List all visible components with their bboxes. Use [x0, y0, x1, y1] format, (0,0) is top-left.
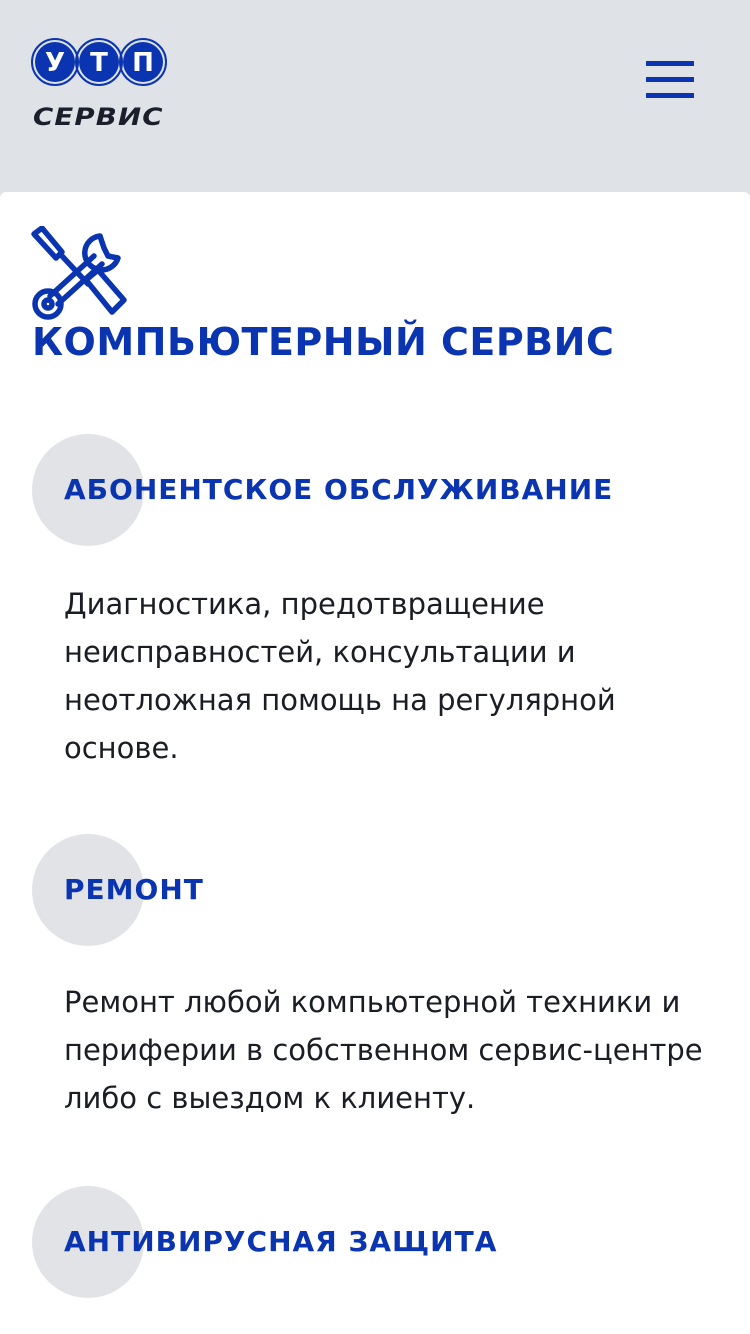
logo[interactable]	[31, 30, 171, 130]
service-title[interactable]: АНТИВИРУСНАЯ ЗАЩИТА	[64, 1225, 498, 1258]
service-item	[0, 834, 750, 1134]
logo-letter-2: Т	[90, 48, 108, 78]
main-content	[0, 192, 750, 1334]
logo-letter-3: П	[132, 48, 154, 78]
menu-bar	[646, 77, 694, 82]
site-header	[0, 0, 750, 192]
hamburger-menu-icon[interactable]	[640, 58, 700, 104]
menu-bar	[646, 93, 694, 98]
service-item	[0, 434, 750, 765]
menu-bar	[646, 61, 694, 66]
service-item	[0, 1186, 750, 1334]
wrench-screwdriver-icon	[30, 226, 130, 322]
logo-wordmark: СЕРВИС	[33, 103, 164, 131]
service-description: Диагностика, предотвращение неисправностей, консультации и неотложная помощь на регулярной основе.	[64, 587, 616, 765]
logo-letter-1: У	[44, 48, 66, 78]
page-title: КОМПЬЮТЕРНЫЙ СЕРВИС	[32, 320, 615, 364]
service-title[interactable]: РЕМОНТ	[64, 873, 204, 906]
service-title[interactable]: АБОНЕНТСКОЕ ОБСЛУЖИВАНИЕ	[64, 473, 614, 506]
logo-mark	[31, 30, 171, 102]
service-description: Ремонт любой компьютерной техники и периферии в собственном сервис-центре либо с выездом к клиенту.	[64, 985, 703, 1115]
